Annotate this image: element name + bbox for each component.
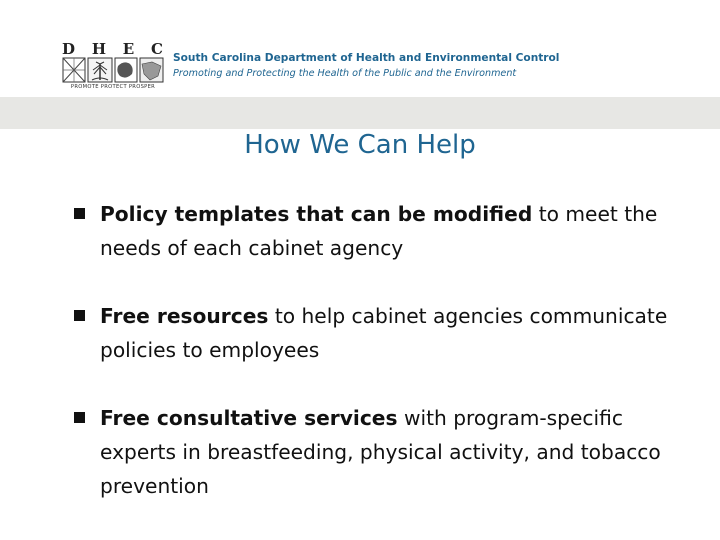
organization-name: South Carolina Department of Health and Environmental Control <box>173 52 560 64</box>
bullet-emphasis: Free resources <box>100 304 269 328</box>
bullet-text: to help cabinet agencies communicate policies to employees <box>100 304 668 362</box>
list-item <box>74 401 684 503</box>
header-divider-band <box>0 97 720 129</box>
square-bullet-icon <box>74 310 85 321</box>
list-item <box>74 197 684 265</box>
logo-emblem-icon <box>62 56 164 84</box>
list-item <box>74 299 684 367</box>
bullet-text: to meet the needs of each cabinet agency <box>100 202 658 260</box>
logo-letter: E <box>122 40 136 58</box>
header <box>0 0 720 100</box>
square-bullet-icon <box>74 412 85 423</box>
logo-letter: C <box>151 40 164 58</box>
bullet-text: with program-specific experts in breastfeeding, physical activity, and tobacco prevention <box>100 406 661 498</box>
logo-letters <box>62 40 164 56</box>
square-bullet-icon <box>74 208 85 219</box>
dhec-logo <box>62 40 164 92</box>
logo-letter: D <box>62 40 77 58</box>
logo-motto: PROMOTE PROTECT PROSPER <box>70 84 156 90</box>
bullet-emphasis: Policy templates that can be modified <box>100 202 533 226</box>
bullet-list <box>74 197 684 503</box>
bullet-emphasis: Free consultative services <box>100 406 398 430</box>
slide-title: How We Can Help <box>244 130 476 160</box>
logo-letter: H <box>91 40 107 58</box>
organization-tagline: Promoting and Protecting the Health of the Public and the Environment <box>173 68 517 79</box>
